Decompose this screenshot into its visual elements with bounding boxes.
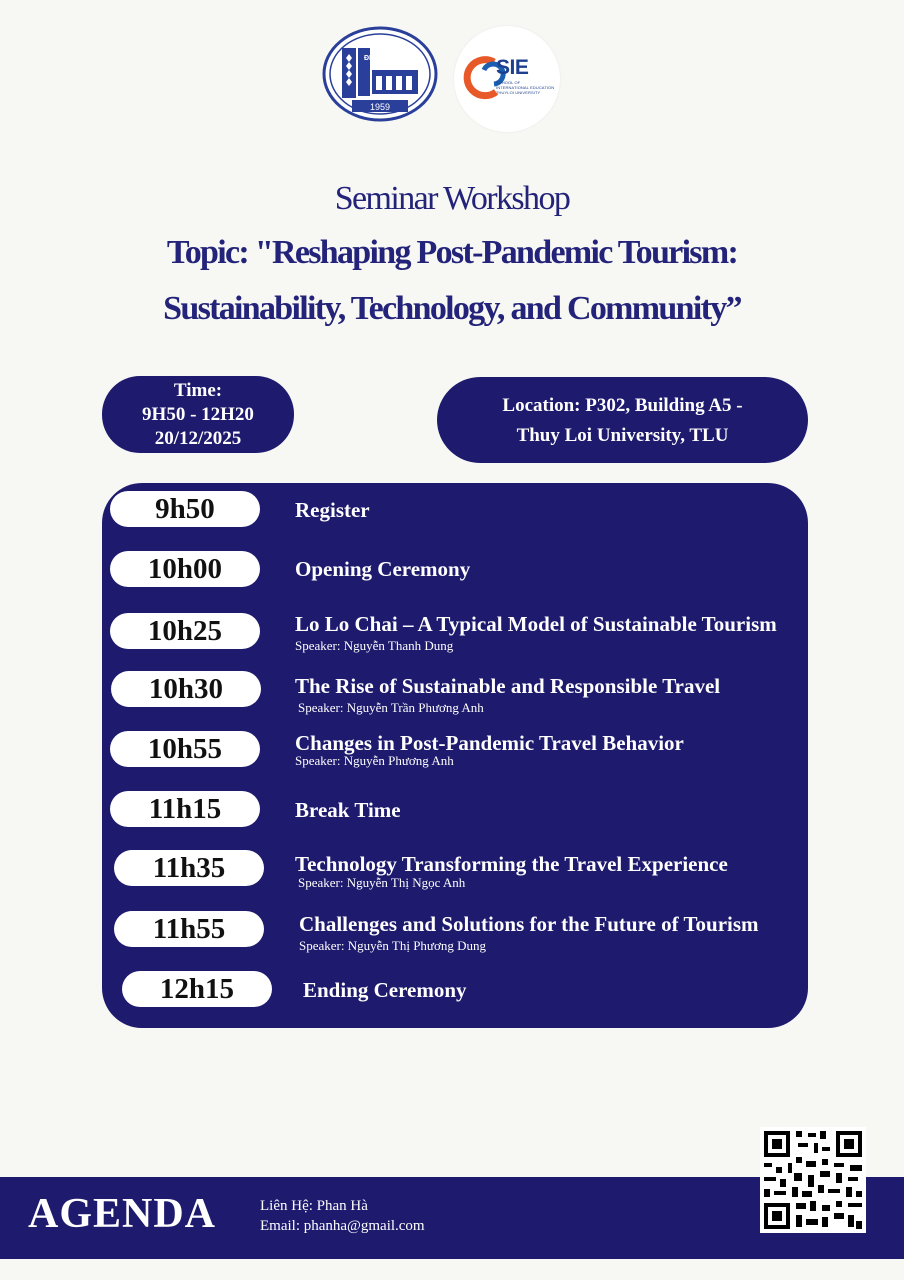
agenda-item-speaker: Speaker: Nguyễn Trần Phương Anh	[298, 700, 484, 715]
agenda-item-title: Register	[295, 498, 370, 522]
time-range: 9H50 - 12H20	[142, 404, 254, 425]
agenda-item-title: Break Time	[295, 798, 401, 822]
agenda-time-badge: 11h35	[114, 850, 264, 886]
footer-agenda-title: AGENDA	[28, 1191, 217, 1237]
seminar-title: Seminar Workshop	[334, 180, 570, 217]
time-label: Time:	[173, 380, 223, 401]
dhtl-letters: ĐHTL	[364, 55, 383, 62]
agenda-time-badge: 10h25	[110, 613, 260, 649]
agenda-item-speaker: Speaker: Nguyễn Thanh Dung	[295, 638, 454, 653]
dhtl-year: 1959	[369, 102, 391, 112]
sie-name: SIE	[496, 56, 529, 79]
agenda-item-speaker: Speaker: Nguyễn Thị Phương Dung	[299, 938, 486, 953]
location-line-1: Location: P302, Building A5 -	[502, 395, 743, 416]
event-date: 20/12/2025	[154, 428, 242, 449]
agenda-time-badge: 11h15	[110, 791, 260, 827]
agenda-time-badge: 11h55	[114, 911, 264, 947]
agenda-item-title: Technology Transforming the Travel Experience	[295, 852, 728, 876]
agenda-item-title: Ending Ceremony	[303, 978, 467, 1002]
agenda-item-speaker: Speaker: Nguyễn Phương Anh	[295, 753, 454, 768]
time-box	[102, 376, 294, 453]
contact-name: Liên Hệ: Phan Hà	[260, 1198, 368, 1214]
agenda-item-speaker: Speaker: Nguyễn Thị Ngọc Anh	[298, 875, 466, 890]
topic-line-2: Sustainability, Technology, and Community”	[163, 290, 741, 327]
sie-subtitle: SCHOOL OF INTERNATIONAL EDUCATION THUYLOI UNIVERSITY	[496, 80, 555, 95]
agenda-item-title: Changes in Post-Pandemic Travel Behavior	[295, 731, 684, 755]
agenda-item-title: Lo Lo Chai – A Typical Model of Sustainable Tourism	[295, 612, 777, 636]
agenda-item-title: The Rise of Sustainable and Responsible Travel	[295, 674, 721, 698]
agenda-time-badge: 9h50	[110, 491, 260, 527]
agenda-item-title: Challenges and Solutions for the Future of Tourism	[299, 912, 759, 936]
location-line-2: Thuy Loi University, TLU	[516, 425, 729, 446]
sie-logo	[454, 26, 560, 132]
agenda-time-badge: 10h30	[111, 671, 261, 707]
agenda-time-badge: 10h55	[110, 731, 260, 767]
agenda-time-badge: 10h00	[110, 551, 260, 587]
topic-line-1: Topic: "Reshaping Post-Pandemic Tourism:	[166, 234, 738, 271]
agenda-time-badge: 12h15	[122, 971, 272, 1007]
agenda-panel	[102, 483, 808, 1028]
dhtl-logo	[322, 26, 438, 122]
contact-email: Email: phanha@gmail.com	[260, 1218, 425, 1234]
location-box	[437, 377, 808, 463]
qr-code-icon[interactable]	[760, 1127, 866, 1233]
agenda-item-title: Opening Ceremony	[295, 557, 471, 581]
